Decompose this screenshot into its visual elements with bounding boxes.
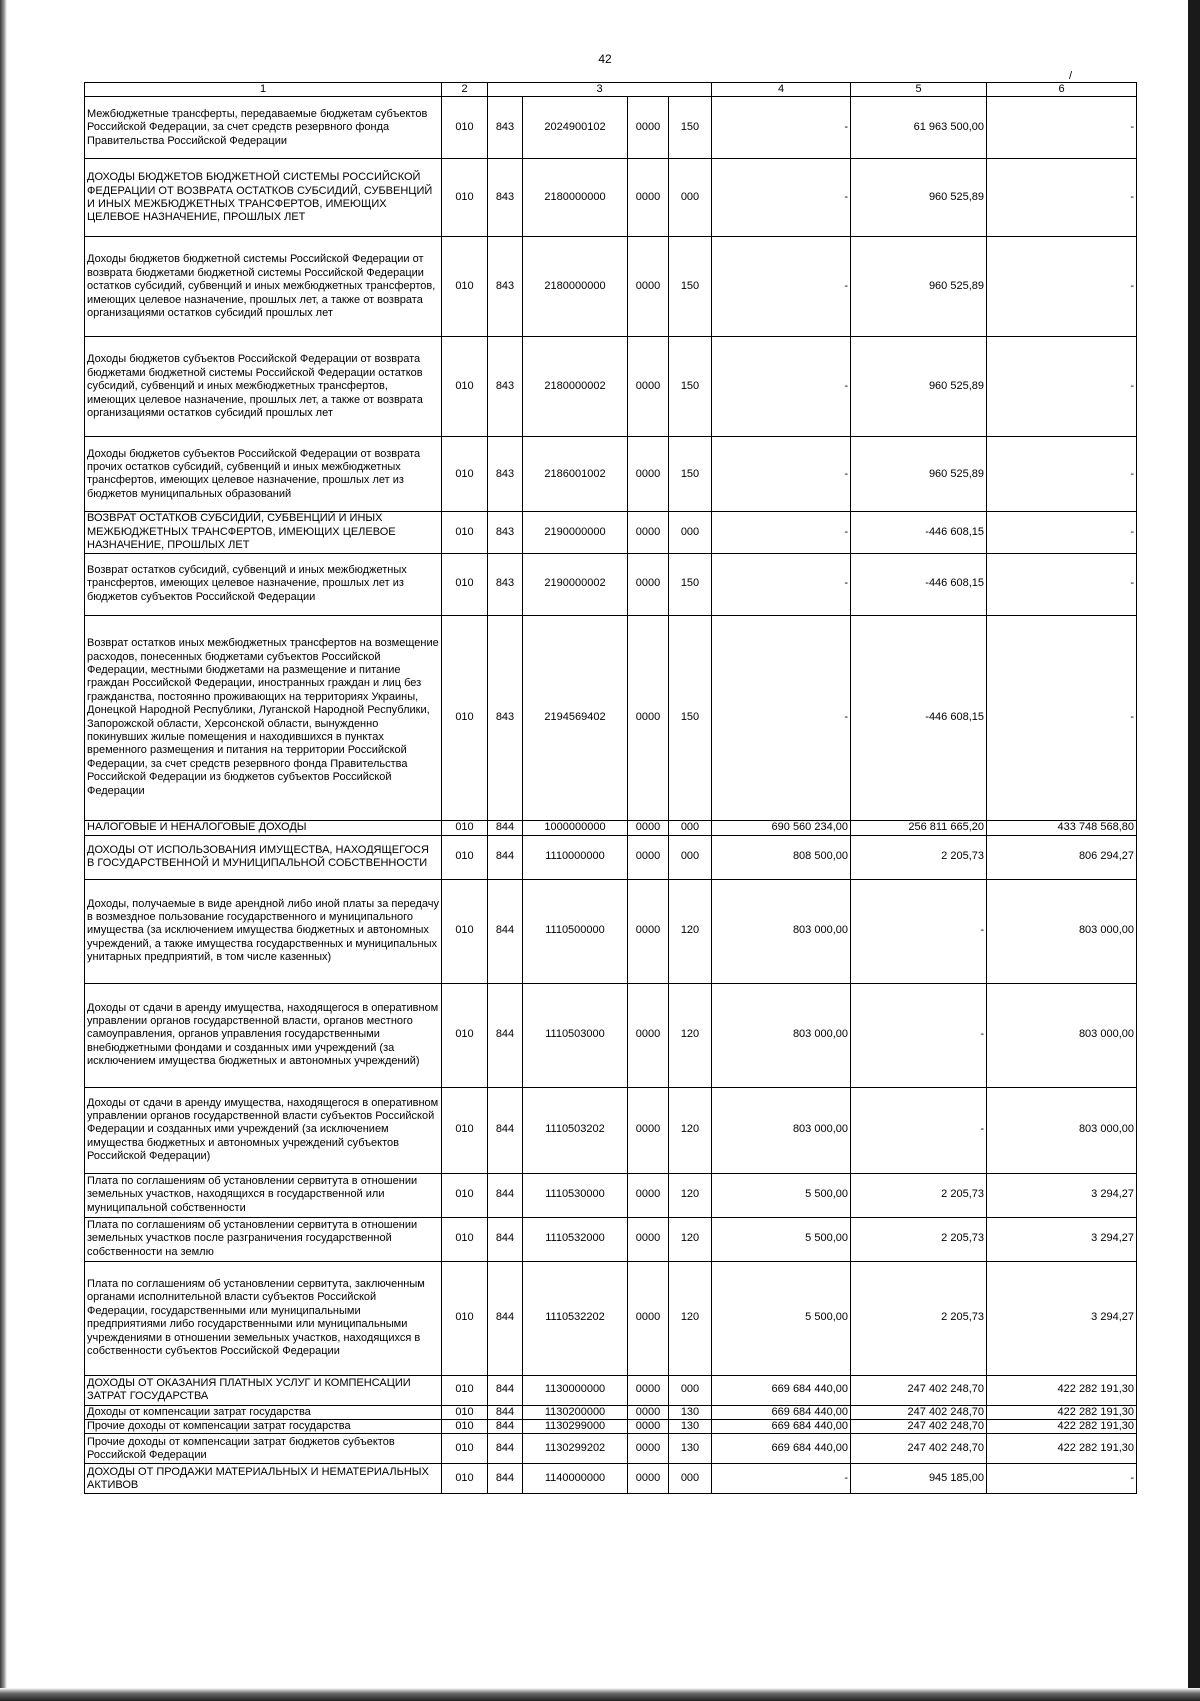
row-code-chapter: 844 xyxy=(488,1087,523,1173)
row-code-kbk: 1110530000 xyxy=(523,1173,628,1217)
row-code-kbk: 1130299202 xyxy=(523,1434,628,1464)
row-code-kosgu: 150 xyxy=(669,97,712,159)
header-col-3: 3 xyxy=(488,83,712,97)
row-code-chapter: 843 xyxy=(488,553,523,615)
row-code-kbk: 1130299000 xyxy=(523,1420,628,1434)
row-value-col6: 3 294,27 xyxy=(987,1173,1137,1217)
row-code-kosgu: 000 xyxy=(669,835,712,879)
row-value-col5: - xyxy=(851,879,987,983)
row-value-col6: 422 282 191,30 xyxy=(987,1375,1137,1405)
row-value-col4: - xyxy=(712,97,851,159)
row-code-chapter: 844 xyxy=(488,1261,523,1375)
row-code-kosgu: 130 xyxy=(669,1434,712,1464)
row-code-program: 0000 xyxy=(628,512,669,553)
row-value-col6: 3 294,27 xyxy=(987,1217,1137,1261)
row-name: Доходы бюджетов бюджетной системы Российской Федерации от возврата бюджетами бюджетной системы Российской Федерации остатков субсидий, субвенций и иных межбюджетных трансфертов, имеющих целевое назначение, прошлых лет, а также от возврата организациями остатков субсидий прошлых лет xyxy=(85,237,442,337)
row-name: Доходы бюджетов субъектов Российской Федерации от возврата бюджетами бюджетной системы Российской Федерации остатков субсидий, субвенций и иных межбюджетных трансфертов, имеющих целевое назначение, прошлых лет, а также от возврата организациями остатков субсидий прошлых лет xyxy=(85,337,442,437)
table-row xyxy=(85,512,1137,553)
row-value-col5: 2 205,73 xyxy=(851,1217,987,1261)
row-name: ВОЗВРАТ ОСТАТКОВ СУБСИДИЙ, СУБВЕНЦИЙ И ИНЫХ МЕЖБЮДЖЕТНЫХ ТРАНСФЕРТОВ, ИМЕЮЩИХ ЦЕЛЕВОЕ НАЗНАЧЕНИЕ, ПРОШЛЫХ ЛЕТ xyxy=(85,512,442,553)
table-row xyxy=(85,553,1137,615)
row-code-admin: 010 xyxy=(442,1464,488,1494)
row-code-program: 0000 xyxy=(628,835,669,879)
row-name: ДОХОДЫ ОТ ИСПОЛЬЗОВАНИЯ ИМУЩЕСТВА, НАХОДЯЩЕГОСЯ В ГОСУДАРСТВЕННОЙ И МУНИЦИПАЛЬНОЙ СОБСТВЕННОСТИ xyxy=(85,835,442,879)
row-value-col5: 960 525,89 xyxy=(851,337,987,437)
row-value-col5: 247 402 248,70 xyxy=(851,1405,987,1419)
row-value-col4: - xyxy=(712,237,851,337)
row-code-admin: 010 xyxy=(442,97,488,159)
table-row xyxy=(85,1434,1137,1464)
row-code-program: 0000 xyxy=(628,337,669,437)
row-value-col6: - xyxy=(987,512,1137,553)
row-name: Прочие доходы от компенсации затрат бюджетов субъектов Российской Федерации xyxy=(85,1434,442,1464)
row-name: Прочие доходы от компенсации затрат государства xyxy=(85,1420,442,1434)
row-code-kosgu: 000 xyxy=(669,1375,712,1405)
scan-edge-left xyxy=(0,0,7,1701)
row-value-col4: - xyxy=(712,337,851,437)
row-value-col6: 422 282 191,30 xyxy=(987,1405,1137,1419)
row-value-col6: 803 000,00 xyxy=(987,1087,1137,1173)
row-value-col5: 247 402 248,70 xyxy=(851,1434,987,1464)
row-code-admin: 010 xyxy=(442,615,488,820)
row-value-col6: - xyxy=(987,337,1137,437)
row-value-col5: - xyxy=(851,1087,987,1173)
row-code-program: 0000 xyxy=(628,237,669,337)
table-row xyxy=(85,1087,1137,1173)
row-code-kbk: 2194569402 xyxy=(523,615,628,820)
row-value-col4: - xyxy=(712,437,851,512)
row-code-chapter: 843 xyxy=(488,615,523,820)
row-value-col6: - xyxy=(987,553,1137,615)
row-value-col4: 808 500,00 xyxy=(712,835,851,879)
row-code-chapter: 843 xyxy=(488,437,523,512)
row-code-kosgu: 150 xyxy=(669,337,712,437)
row-code-program: 0000 xyxy=(628,820,669,835)
table-row xyxy=(85,1405,1137,1419)
row-code-program: 0000 xyxy=(628,1173,669,1217)
row-code-admin: 010 xyxy=(442,1087,488,1173)
row-value-col5: 247 402 248,70 xyxy=(851,1420,987,1434)
row-value-col5: 247 402 248,70 xyxy=(851,1375,987,1405)
page-number: 42 xyxy=(598,52,612,66)
row-name: Доходы от сдачи в аренду имущества, находящегося в оперативном управлении органов государственной власти, органов местного самоуправления, органов управления государственными внебюджетными фондами и созданных ими учреждений (за исключением имущества бюджетных и автономных учреждений) xyxy=(85,983,442,1087)
row-code-program: 0000 xyxy=(628,1261,669,1375)
row-code-kbk: 2180000002 xyxy=(523,337,628,437)
row-code-kbk: 2180000000 xyxy=(523,237,628,337)
row-value-col6: - xyxy=(987,615,1137,820)
table-row xyxy=(85,835,1137,879)
row-code-chapter: 844 xyxy=(488,1375,523,1405)
table-row xyxy=(85,820,1137,835)
row-name: Межбюджетные трансферты, передаваемые бюджетам субъектов Российской Федерации, за счет средств резервного фонда Правительства Российской Федерации xyxy=(85,97,442,159)
row-code-admin: 010 xyxy=(442,820,488,835)
row-code-kosgu: 120 xyxy=(669,983,712,1087)
row-code-kosgu: 000 xyxy=(669,1464,712,1494)
tick-mark: / xyxy=(1069,70,1073,82)
row-value-col6: 422 282 191,30 xyxy=(987,1420,1137,1434)
table-row xyxy=(85,1464,1137,1494)
table-body xyxy=(85,83,1137,1494)
row-code-chapter: 843 xyxy=(488,512,523,553)
table-row xyxy=(85,237,1137,337)
row-value-col6: - xyxy=(987,437,1137,512)
row-code-kbk: 1000000000 xyxy=(523,820,628,835)
row-value-col4: - xyxy=(712,615,851,820)
row-code-admin: 010 xyxy=(442,835,488,879)
row-code-kosgu: 150 xyxy=(669,615,712,820)
row-code-kbk: 2186001002 xyxy=(523,437,628,512)
row-code-program: 0000 xyxy=(628,1217,669,1261)
header-col-4: 4 xyxy=(712,83,851,97)
row-value-col5: 2 205,73 xyxy=(851,1261,987,1375)
row-name: Плата по соглашениям об установлении сервитута в отношении земельных участков, находящихся в государственной или муниципальной собственности xyxy=(85,1173,442,1217)
row-code-program: 0000 xyxy=(628,437,669,512)
row-value-col4: 803 000,00 xyxy=(712,879,851,983)
row-code-kbk: 1110503000 xyxy=(523,983,628,1087)
row-value-col5: 960 525,89 xyxy=(851,237,987,337)
row-value-col4: 803 000,00 xyxy=(712,983,851,1087)
row-code-program: 0000 xyxy=(628,1405,669,1419)
row-code-admin: 010 xyxy=(442,1434,488,1464)
row-code-program: 0000 xyxy=(628,879,669,983)
row-name: Возврат остатков субсидий, субвенций и иных межбюджетных трансфертов, имеющих целевое назначение, прошлых лет из бюджетов субъектов Российской Федерации xyxy=(85,553,442,615)
row-code-kbk: 1110503202 xyxy=(523,1087,628,1173)
row-value-col4: 5 500,00 xyxy=(712,1217,851,1261)
row-value-col4: - xyxy=(712,553,851,615)
row-value-col6: 422 282 191,30 xyxy=(987,1434,1137,1464)
row-value-col4: - xyxy=(712,512,851,553)
row-code-program: 0000 xyxy=(628,97,669,159)
row-code-admin: 010 xyxy=(442,237,488,337)
row-code-admin: 010 xyxy=(442,983,488,1087)
row-value-col5: - xyxy=(851,983,987,1087)
row-code-kbk: 2024900102 xyxy=(523,97,628,159)
row-value-col5: 61 963 500,00 xyxy=(851,97,987,159)
row-code-kosgu: 000 xyxy=(669,820,712,835)
row-value-col4: 669 684 440,00 xyxy=(712,1375,851,1405)
row-code-kbk: 2190000002 xyxy=(523,553,628,615)
row-code-chapter: 844 xyxy=(488,1434,523,1464)
row-name: Доходы от компенсации затрат государства xyxy=(85,1405,442,1419)
row-code-admin: 010 xyxy=(442,1405,488,1419)
row-value-col5: 2 205,73 xyxy=(851,835,987,879)
row-code-chapter: 844 xyxy=(488,1217,523,1261)
row-code-kbk: 1130000000 xyxy=(523,1375,628,1405)
table-row xyxy=(85,1420,1137,1434)
row-code-program: 0000 xyxy=(628,983,669,1087)
row-value-col4: - xyxy=(712,1464,851,1494)
row-name: ДОХОДЫ ОТ ОКАЗАНИЯ ПЛАТНЫХ УСЛУГ И КОМПЕНСАЦИИ ЗАТРАТ ГОСУДАРСТВА xyxy=(85,1375,442,1405)
row-code-kosgu: 120 xyxy=(669,879,712,983)
row-code-kosgu: 120 xyxy=(669,1261,712,1375)
row-code-kosgu: 000 xyxy=(669,512,712,553)
table-row xyxy=(85,1261,1137,1375)
table-row xyxy=(85,337,1137,437)
row-value-col6: - xyxy=(987,159,1137,237)
row-value-col5: 945 185,00 xyxy=(851,1464,987,1494)
row-value-col4: - xyxy=(712,159,851,237)
table-row xyxy=(85,437,1137,512)
row-value-col4: 5 500,00 xyxy=(712,1261,851,1375)
row-name: Плата по соглашениям об установлении сервитута, заключенным органами исполнительной власти субъектов Российской Федерации, государственными или муниципальными предприятиями либо государственными или муниципальными учреждениями в отношении земельных участков, находящихся в собственности субъектов Российской Федерации xyxy=(85,1261,442,1375)
row-value-col6: - xyxy=(987,97,1137,159)
row-name: Доходы от сдачи в аренду имущества, находящегося в оперативном управлении органов государственной власти субъектов Российской Федерации и созданных ими учреждений (за исключением имущества бюджетных и автономных учреждений субъектов Российской Федерации) xyxy=(85,1087,442,1173)
row-code-chapter: 843 xyxy=(488,237,523,337)
row-code-chapter: 844 xyxy=(488,1405,523,1419)
row-code-chapter: 844 xyxy=(488,1173,523,1217)
header-col-1: 1 xyxy=(85,83,442,97)
row-value-col5: -446 608,15 xyxy=(851,512,987,553)
row-code-kbk: 1140000000 xyxy=(523,1464,628,1494)
row-code-kosgu: 120 xyxy=(669,1173,712,1217)
header-col-2: 2 xyxy=(442,83,488,97)
row-code-chapter: 844 xyxy=(488,983,523,1087)
row-name: Плата по соглашениям об установлении сервитута в отношении земельных участков после разграничения государственной собственности на землю xyxy=(85,1217,442,1261)
table-row xyxy=(85,1217,1137,1261)
row-code-chapter: 844 xyxy=(488,879,523,983)
row-value-col6: 806 294,27 xyxy=(987,835,1137,879)
row-value-col4: 669 684 440,00 xyxy=(712,1405,851,1419)
row-value-col5: 256 811 665,20 xyxy=(851,820,987,835)
row-code-program: 0000 xyxy=(628,159,669,237)
row-value-col5: -446 608,15 xyxy=(851,553,987,615)
row-value-col5: -446 608,15 xyxy=(851,615,987,820)
row-name: НАЛОГОВЫЕ И НЕНАЛОГОВЫЕ ДОХОДЫ xyxy=(85,820,442,835)
row-code-program: 0000 xyxy=(628,1434,669,1464)
row-code-kosgu: 150 xyxy=(669,237,712,337)
row-name: Возврат остатков иных межбюджетных трансфертов на возмещение расходов, понесенных бюджетами субъектов Российской Федерации, местными бюджетами на размещение и питание граждан Российской Федерации, иностранных граждан и лиц без гражданства, постоянно проживающих на территориях Украины, Донецкой Народной Республики, Луганской Народной Республики, Запорожской области, Херсонской области, вынужденно покинувших жилые помещения и находившихся в пунктах временного размещения и питания на территории Российской Федерации, за счет средств резервного фонда Правительства Российской Федерации из бюджетов субъектов Российской Федерации xyxy=(85,615,442,820)
row-code-chapter: 844 xyxy=(488,1420,523,1434)
row-value-col5: 2 205,73 xyxy=(851,1173,987,1217)
row-code-admin: 010 xyxy=(442,1375,488,1405)
header-col-6: 6 xyxy=(987,83,1137,97)
row-code-admin: 010 xyxy=(442,512,488,553)
row-code-kbk: 2180000000 xyxy=(523,159,628,237)
row-code-kbk: 1110000000 xyxy=(523,835,628,879)
row-code-program: 0000 xyxy=(628,1087,669,1173)
row-code-kbk: 1110532000 xyxy=(523,1217,628,1261)
row-name: ДОХОДЫ ОТ ПРОДАЖИ МАТЕРИАЛЬНЫХ И НЕМАТЕРИАЛЬНЫХ АКТИВОВ xyxy=(85,1464,442,1494)
table-row xyxy=(85,1375,1137,1405)
row-value-col4: 669 684 440,00 xyxy=(712,1420,851,1434)
row-code-chapter: 844 xyxy=(488,820,523,835)
row-code-admin: 010 xyxy=(442,437,488,512)
row-value-col5: 960 525,89 xyxy=(851,159,987,237)
row-code-kosgu: 120 xyxy=(669,1087,712,1173)
row-code-program: 0000 xyxy=(628,615,669,820)
row-code-chapter: 844 xyxy=(488,835,523,879)
row-code-admin: 010 xyxy=(442,553,488,615)
row-code-kosgu: 130 xyxy=(669,1405,712,1419)
scan-edge-bottom xyxy=(0,1688,1200,1701)
row-code-kosgu: 000 xyxy=(669,159,712,237)
row-value-col6: 433 748 568,80 xyxy=(987,820,1137,835)
row-value-col6: - xyxy=(987,1464,1137,1494)
table-row xyxy=(85,983,1137,1087)
budget-table xyxy=(84,82,1137,1494)
row-code-kbk: 2190000000 xyxy=(523,512,628,553)
row-code-kosgu: 120 xyxy=(669,1217,712,1261)
row-value-col4: 690 560 234,00 xyxy=(712,820,851,835)
row-code-admin: 010 xyxy=(442,1173,488,1217)
row-code-kosgu: 150 xyxy=(669,553,712,615)
row-code-kbk: 1130200000 xyxy=(523,1405,628,1419)
row-code-admin: 010 xyxy=(442,1420,488,1434)
header-row xyxy=(85,83,1137,97)
row-code-chapter: 843 xyxy=(488,159,523,237)
table-row xyxy=(85,159,1137,237)
row-code-admin: 010 xyxy=(442,337,488,437)
row-code-chapter: 843 xyxy=(488,97,523,159)
row-value-col6: 803 000,00 xyxy=(987,983,1137,1087)
row-value-col4: 803 000,00 xyxy=(712,1087,851,1173)
row-code-kosgu: 150 xyxy=(669,437,712,512)
row-value-col5: 960 525,89 xyxy=(851,437,987,512)
header-col-5: 5 xyxy=(851,83,987,97)
row-code-admin: 010 xyxy=(442,1217,488,1261)
row-code-admin: 010 xyxy=(442,1261,488,1375)
table-row xyxy=(85,879,1137,983)
row-code-chapter: 844 xyxy=(488,1464,523,1494)
row-value-col6: 803 000,00 xyxy=(987,879,1137,983)
row-code-program: 0000 xyxy=(628,1420,669,1434)
row-code-admin: 010 xyxy=(442,159,488,237)
row-name: Доходы, получаемые в виде арендной либо иной платы за передачу в возмездное пользование государственного и муниципального имущества (за исключением имущества бюджетных и автономных учреждений, а также имущества государственных и муниципальных унитарных предприятий, в том числе казенных) xyxy=(85,879,442,983)
row-code-program: 0000 xyxy=(628,553,669,615)
row-value-col6: 3 294,27 xyxy=(987,1261,1137,1375)
row-code-kosgu: 130 xyxy=(669,1420,712,1434)
row-code-kbk: 1110532202 xyxy=(523,1261,628,1375)
row-name: Доходы бюджетов субъектов Российской Федерации от возврата прочих остатков субсидий, субвенций и иных межбюджетных трансфертов, имеющих целевое назначение, прошлых лет из бюджетов муниципальных образований xyxy=(85,437,442,512)
row-value-col4: 669 684 440,00 xyxy=(712,1434,851,1464)
row-code-admin: 010 xyxy=(442,879,488,983)
scan-edge-right xyxy=(1188,0,1200,1701)
row-code-chapter: 843 xyxy=(488,337,523,437)
row-name: ДОХОДЫ БЮДЖЕТОВ БЮДЖЕТНОЙ СИСТЕМЫ РОССИЙСКОЙ ФЕДЕРАЦИИ ОТ ВОЗВРАТА ОСТАТКОВ СУБСИДИЙ, СУБВЕНЦИЙ И ИНЫХ МЕЖБЮДЖЕТНЫХ ТРАНСФЕРТОВ, ИМЕЮЩИХ ЦЕЛЕВОЕ НАЗНАЧЕНИЕ, ПРОШЛЫХ ЛЕТ xyxy=(85,159,442,237)
row-code-program: 0000 xyxy=(628,1375,669,1405)
row-code-program: 0000 xyxy=(628,1464,669,1494)
table-row xyxy=(85,615,1137,820)
row-value-col6: - xyxy=(987,237,1137,337)
row-value-col4: 5 500,00 xyxy=(712,1173,851,1217)
table-row xyxy=(85,1173,1137,1217)
row-code-kbk: 1110500000 xyxy=(523,879,628,983)
table-row xyxy=(85,97,1137,159)
